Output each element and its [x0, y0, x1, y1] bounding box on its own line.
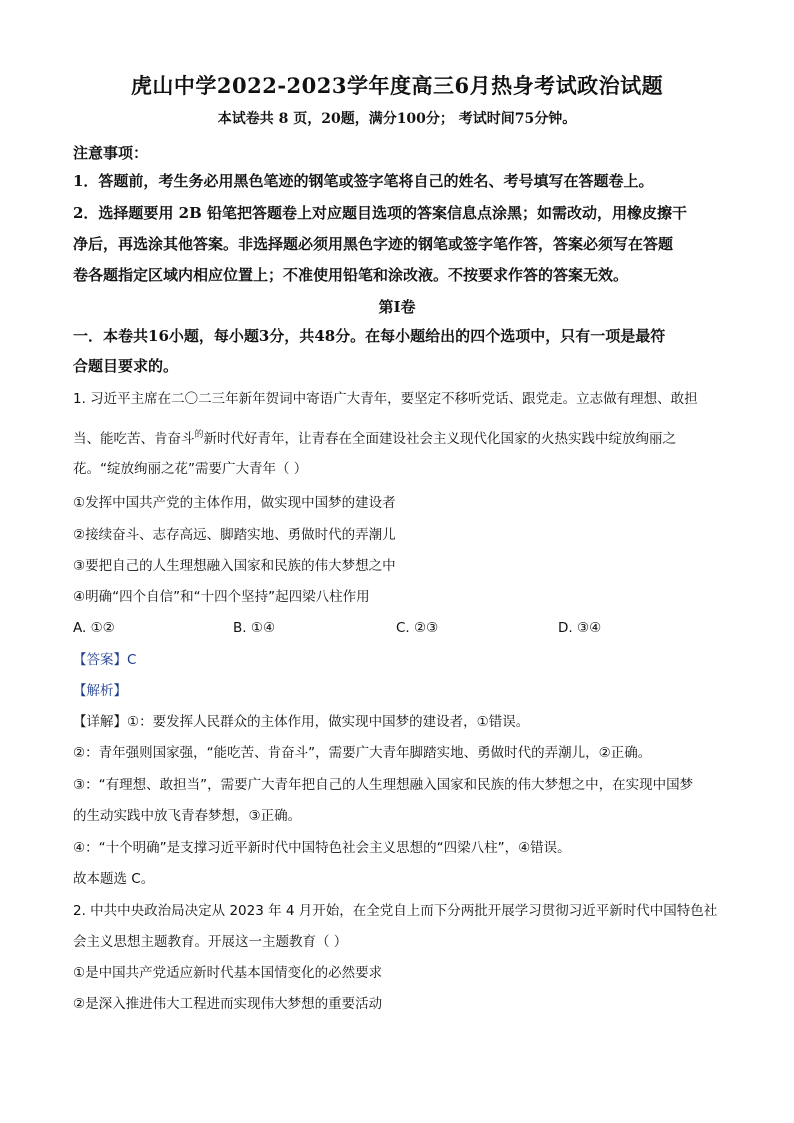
note-item-1: 1．答题前，考生务必用黑色笔迹的钢笔或签字笔将自己的姓名、考号填写在答题卷上。	[73, 172, 654, 190]
q2-stem-line-1: 2. 中共中央政治局决定从 2023 年 4 月开始，在全党自上而下分两批开展学习贯彻习近平新时代中国特色社	[73, 903, 718, 919]
q1-option-4: ④明确“四个自信”和“十四个坚持”起四梁八柱作用	[73, 589, 370, 605]
q1-analysis-heading: 【解析】	[73, 683, 127, 699]
q2-option-2: ②是深入推进伟大工程进而实现伟大梦想的重要活动	[73, 996, 383, 1012]
q1-stem-line-3: 花。“绽放绚丽之花”需要广大青年（ ）	[73, 461, 308, 477]
q1-stem-line-2a: 当、能吃苦、肯奋斗	[73, 431, 195, 447]
q1-answer: 【答案】C	[73, 652, 137, 668]
section-intro-line-1: 一．本卷共16小题，每小题3分，共48分。在每小题给出的四个选项中，只有一项是最符	[73, 327, 666, 345]
note-item-2-line-3: 卷各题指定区域内相应位置上；不准使用铅笔和涂改液。不按要求作答的答案无效。	[73, 266, 629, 284]
q1-detail-2: ②：青年强则国家强，“能吃苦、肯奋斗”，需要广大青年脚踏实地、勇做时代的弄潮儿，②正确。	[73, 745, 652, 761]
note-item-2-line-1: 2．选择题要用 2B 铅笔把答题卷上对应题目选项的答案信息点涂黑；如需改动，用橡皮擦干	[73, 204, 688, 222]
q1-choice-d: D. ③④	[558, 620, 602, 636]
q1-detail-3-line-1: ③：“有理想、敢担当”，需要广大青年把自己的人生理想融入国家和民族的伟大梦想之中，在实现中国梦	[73, 777, 694, 793]
q1-option-2: ②接续奋斗、志存高远、脚踏实地、勇做时代的弄潮儿	[73, 527, 396, 543]
q1-option-1: ①发挥中国共产党的主体作用，做实现中国梦的建设者	[73, 495, 396, 511]
q1-choice-b: B. ①④	[233, 620, 276, 636]
notes-heading: 注意事项：	[73, 144, 149, 162]
q1-choice-c: C. ②③	[396, 620, 439, 636]
section-intro-line-2: 合题目要求的。	[73, 357, 179, 375]
q1-option-3: ③要把自己的人生理想融入国家和民族的伟大梦想之中	[73, 558, 396, 574]
exam-subtitle: 本试卷共 8 页，20题，满分100分； 考试时间75分钟。	[217, 111, 577, 127]
q1-conclusion: 故本题选 C。	[73, 871, 155, 887]
q2-stem-line-2: 会主义思想主题教育。开展这一主题教育（ ）	[73, 934, 348, 950]
section-title: 第Ⅰ卷	[378, 298, 416, 316]
q1-detail-4: ④：“十个明确”是支撑习近平新时代中国特色社会主义思想的“四梁八柱”，④错误。	[73, 840, 571, 856]
q1-stem-mark: 的	[194, 430, 204, 440]
q1-stem-line-2b: 新时代好青年，让青春在全面建设社会主义现代化国家的火热实践中绽放绚丽之	[203, 431, 677, 447]
q2-option-1: ①是中国共产党适应新时代基本国情变化的必然要求	[73, 965, 383, 981]
q1-stem-line-1: 1. 习近平主席在二〇二三年新年贺词中寄语广大青年，要坚定不移听党话、跟党走。立志做有理想、敢担	[73, 391, 698, 407]
note-item-2-line-2: 净后，再选涂其他答案。非选择题必须用黑色字迹的钢笔或签字笔作答，答案必须写在答题	[73, 235, 674, 253]
q1-stem-line-2	[73, 426, 676, 448]
exam-title: 虎山中学2022-2023学年度高三6月热身考试政治试题	[130, 73, 664, 98]
q1-choice-a: A. ①②	[73, 620, 115, 636]
q1-detail-1: 【详解】①：要发挥人民群众的主体作用，做实现中国梦的建设者，①错误。	[73, 714, 530, 730]
q1-detail-3-line-2: 的生动实践中放飞青春梦想，③正确。	[73, 808, 302, 824]
